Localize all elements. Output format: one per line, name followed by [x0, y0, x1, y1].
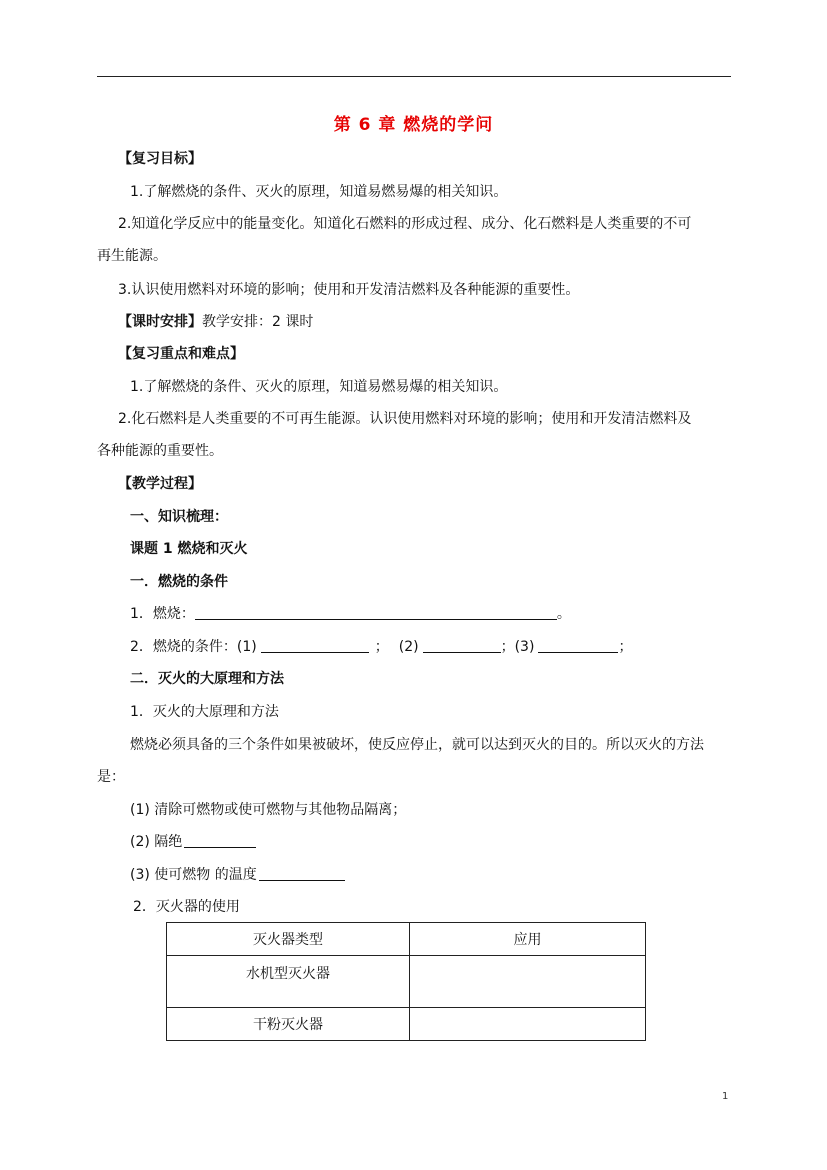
subheading-extinguish: 二．灭火的大原理和方法 [130, 671, 284, 687]
answer-blank-isolate[interactable] [184, 833, 256, 848]
paragraph-extinguish-line-1: 燃烧必须具备的三个条件如果被破坏，使反应停止，就可以达到灭火的目的。所以灭火的方法 [130, 737, 704, 753]
answer-blank-temperature[interactable] [259, 866, 345, 881]
process-heading: 【教学过程】 [118, 476, 202, 492]
table-cell-use[interactable] [410, 956, 646, 1008]
answer-blank-condition-3[interactable] [538, 638, 618, 653]
table-cell-type: 水机型灭火器 [167, 956, 410, 1008]
answer-blank-condition-1[interactable] [261, 638, 369, 653]
question-1-suffix: 。 [556, 606, 571, 622]
question-2 [130, 638, 632, 656]
question-2-prefix: 2．燃烧的条件：(1) [130, 639, 257, 655]
goal-item-3: 3.认识使用燃料对环境的影响；使用和开发清洁燃料及各种能源的重要性。 [118, 282, 580, 298]
table-header-use: 应用 [410, 923, 646, 956]
paragraph-extinguish-title: 1．灭火的大原理和方法 [130, 704, 279, 720]
key-point-item-2-line-1: 2.化石燃料是人类重要的不可再生能源。认识使用燃料对环境的影响；使用和开发清洁燃料及 [118, 411, 692, 427]
answer-blank-condition-2[interactable] [423, 638, 501, 653]
section-knowledge: 一、知识梳理： [130, 509, 228, 525]
question-1 [130, 605, 571, 623]
method-2 [130, 833, 256, 851]
key-point-item-2-line-2: 各种能源的重要性。 [97, 443, 223, 459]
question-2-sep-1: ； [374, 639, 389, 655]
table-header-row [167, 923, 646, 956]
goal-item-2-line-2: 再生能源。 [97, 248, 167, 264]
table-header-type: 灭火器类型 [167, 923, 410, 956]
header-rule [97, 76, 731, 77]
question-2-end: ； [618, 639, 633, 655]
goal-item-2-line-1: 2.知道化学反应中的能量变化。知道化石燃料的形成过程、成分、化石燃料是人类重要的不可 [118, 216, 692, 232]
page-number: 1 [722, 1091, 729, 1102]
table-row [167, 956, 646, 1008]
goal-item-1: 1.了解燃烧的条件、灭火的原理，知道易燃易爆的相关知识。 [130, 184, 508, 200]
paragraph-extinguish-line-2: 是： [97, 769, 125, 785]
key-points-heading: 【复习重点和难点】 [118, 346, 244, 362]
subheading-combustion-conditions: 一．燃烧的条件 [130, 574, 228, 590]
topic-heading: 课题 1 燃烧和灭火 [130, 541, 248, 557]
question-1-prefix: 1．燃烧： [130, 606, 195, 622]
table-cell-use[interactable] [410, 1008, 646, 1041]
schedule-line [118, 313, 313, 331]
key-point-item-1: 1.了解燃烧的条件、灭火的原理，知道易燃易爆的相关知识。 [130, 379, 508, 395]
table-cell-type: 干粉灭火器 [167, 1008, 410, 1041]
answer-blank-combustion[interactable] [195, 605, 557, 620]
question-2-mid: (2) [398, 639, 419, 655]
page-title: 第 6 章 燃烧的学问 [333, 115, 494, 135]
method-3-text: (3) 使可燃物 的温度 [130, 867, 257, 883]
schedule-text: 教学安排：2 课时 [202, 314, 314, 330]
paragraph-extinguisher-use: 2．灭火器的使用 [133, 899, 240, 915]
extinguisher-table [166, 922, 646, 1041]
method-1: (1) 清除可燃物或使可燃物与其他物品隔离； [130, 802, 407, 818]
table-row [167, 1008, 646, 1041]
schedule-heading: 【课时安排】 [118, 314, 202, 330]
question-2-sep-2: ；(3) [500, 639, 535, 655]
method-2-text: (2) 隔绝 [130, 834, 183, 850]
goals-heading: 【复习目标】 [118, 151, 202, 167]
method-3 [130, 866, 345, 884]
